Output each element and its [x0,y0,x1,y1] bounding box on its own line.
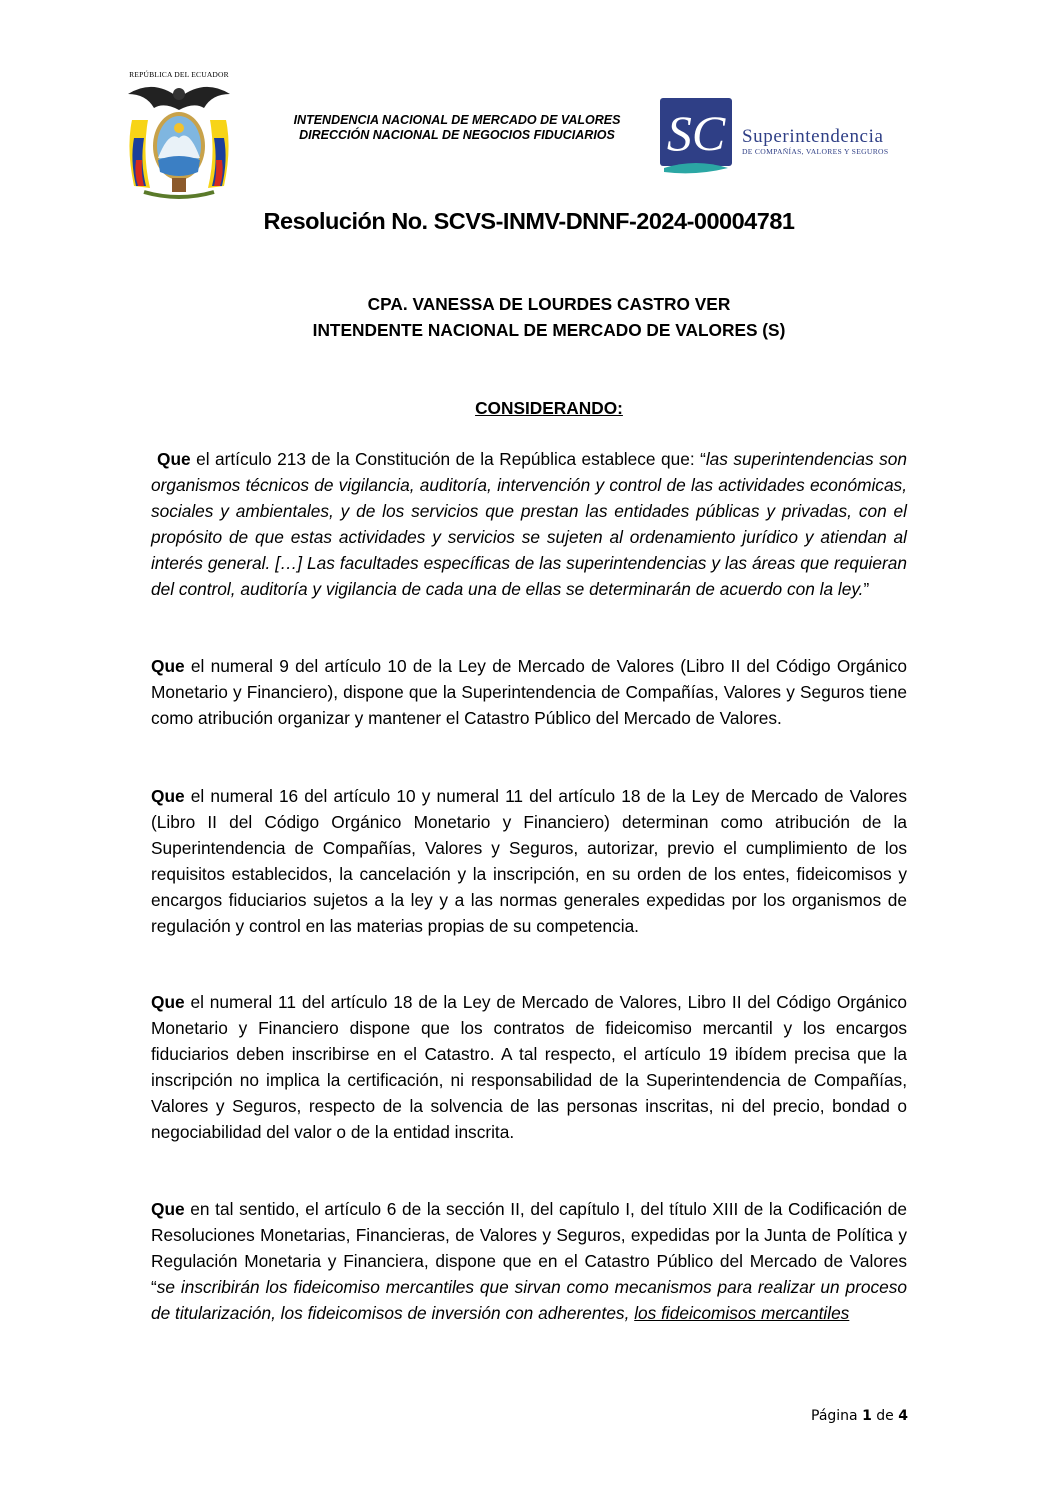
signatory-position: INTENDENTE NACIONAL DE MERCADO DE VALORES (S) [312,320,786,340]
paragraph-quote-underlined: los fideicomisos mercantiles [634,1303,850,1323]
considerando-heading: CONSIDERANDO: [475,398,623,418]
institution-header [262,113,652,143]
paragraph-1 [151,446,907,602]
page-number [760,1408,908,1424]
header-line-direccion: DIRECCIÓN NACIONAL DE NEGOCIOS FIDUCIARIOS [299,128,615,142]
paragraph-text: en tal sentido, el artículo 6 de la sección II, del capítulo I, del título XIII de la Codificación de Resoluciones Monetarias, Financieras, de Valores y Seguros, expedidas por la Junta de Política y Regulación Monetaria y Financiera, dispone que en el Catastro Público del Mercado de Valores “ [151,1199,907,1297]
paragraph-quote: se inscribirán los fideicomiso mercantiles que sirvan como mecanismos para realizar un proceso de titularización, los fideicomisos de inversión con adherentes, [151,1277,907,1323]
logo-letters: SC [666,105,726,161]
paragraph-lead: Que [151,786,185,806]
paragraph-lead: Que [157,449,191,469]
page-total: 4 [898,1408,908,1424]
paragraph-end: ” [863,579,870,599]
paragraph-4 [151,989,907,1145]
of-word: de [876,1408,894,1424]
seal-caption: REPÚBLICA DEL ECUADOR [129,70,229,79]
paragraph-text: el numeral 16 del artículo 10 y numeral 11 del artículo 18 de la Ley de Mercado de Valores (Libro II del Código Orgánico Monetario y Financiero) determinan como atribución de la Superintendencia de Compañías, Valores y Seguros, autorizar, previo el cumplimiento de los requisitos establecidos, la cancelación y la inscripción, en su orden de los entes, fideicomisos y encargos fiduciarios sujetos a la ley y a las normas generales expedidas por los organismos de regulación y control en las materias propias de su competencia. [151,786,907,936]
paragraph-lead: Que [151,1199,185,1219]
paragraph-text: el numeral 9 del artículo 10 de la Ley de Mercado de Valores (Libro II del Código Orgánico Monetario y Financiero), dispone que la Superintendencia de Compañías, Valores y Seguros tiene como atribución organizar y mantener el Catastro Público del Mercado de Valores. [151,656,907,728]
superintendencia-wordmark [742,127,888,156]
ecuador-coat-of-arms-icon [124,68,234,204]
paragraph-text: el numeral 11 del artículo 18 de la Ley de Mercado de Valores, Libro II del Código Orgánico Monetario y Financiero dispone que los contratos de fideicomiso mercantil y los encargos fiduciarios deben inscribirse en el Catastro. A tal respecto, el artículo 19 ibídem precisa que la inscripción no implica la certificación, ni responsabilidad de la Superintendencia de Compañías, Valores y Seguros, respecto de la solvencia de las personas inscritas, ni del precio, bondad o negociabilidad del valor o de la entidad inscrita. [151,992,907,1142]
page-word: Página [811,1408,858,1424]
paragraph-5 [151,1196,907,1326]
sc-logo-icon [660,98,732,176]
resolution-title: Resolución No. SCVS-INMV-DNNF-2024-00004781 [263,208,795,234]
header-line-intendencia: INTENDENCIA NACIONAL DE MERCADO DE VALORES [293,113,621,127]
paragraph-2 [151,653,907,731]
page-current: 1 [862,1408,872,1424]
paragraph-3 [151,783,907,939]
signatory-name: CPA. VANESSA DE LOURDES CASTRO VER [367,294,731,314]
logo-subtitle: DE COMPAÑÍAS, VALORES Y SEGUROS [742,147,889,156]
paragraph-quote: las superintendencias son organismos técnicos de vigilancia, auditoría, intervención y control de las actividades económicas, sociales y ambientales, y de los servicios que prestan las entidades públicas y privadas, con el propósito de que estas actividades y servicios se sujeten al ordenamiento jurídico y atiendan al interés general. […] Las facultades específicas de las superintendencias y las áreas que requieran del control, auditoría y vigilancia de cada una de ellas se determinarán de acuerdo con la ley. [151,449,907,599]
paragraph-lead: Que [151,992,185,1012]
paragraph-lead: Que [151,656,185,676]
logo-word: Superintendencia [742,126,884,147]
paragraph-text: el artículo 213 de la Constitución de la República establece que: “ [190,449,706,469]
